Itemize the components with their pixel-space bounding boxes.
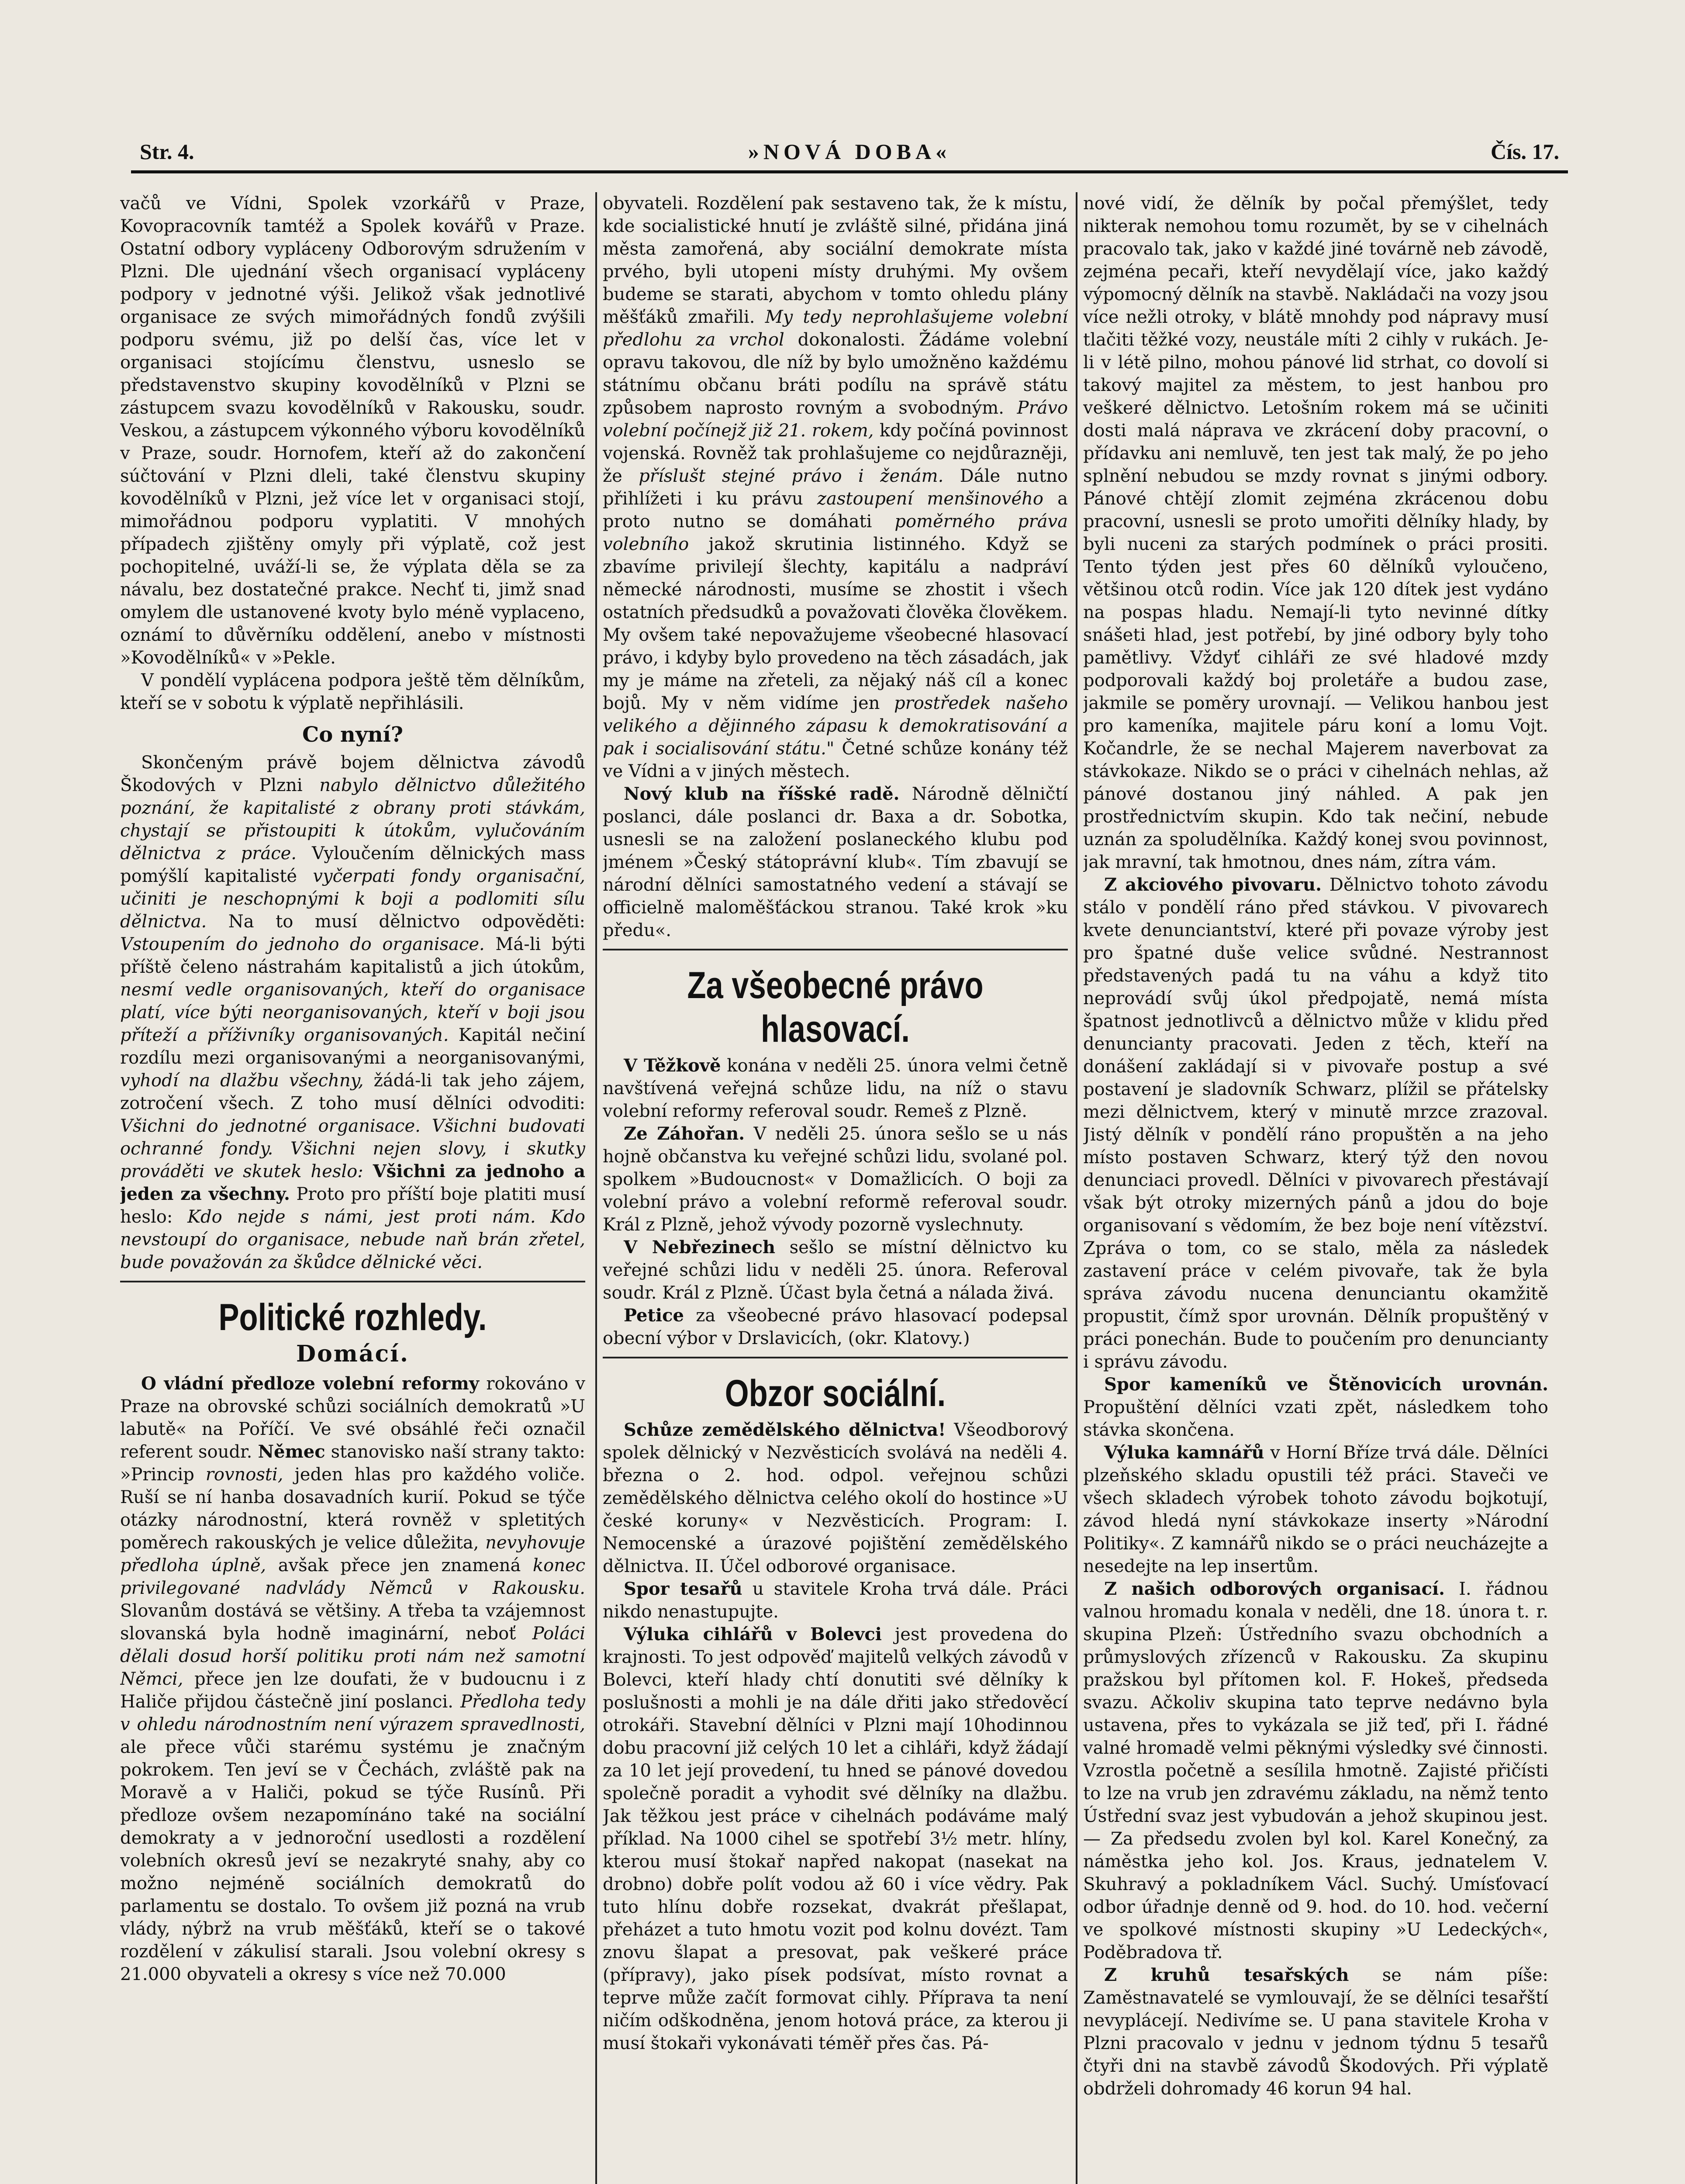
- section-subheading: Domácí.: [296, 1341, 409, 1367]
- article-paragraph: V Nebřezinech sešlo se místní dělnictvo ku veřejné schůzi lidu v neděli 25. února. Referoval soudr. Král z Plzně. Účast byla četná a nálada živá.: [603, 1237, 1068, 1303]
- section-rule: [603, 1357, 1068, 1358]
- article-paragraph: Z našich odborových organisací. I. řádnou valnou hromadu konala v neděli, dne 18. února t. r. skupina Plzeň: Ústředního svazu obchodních a průmyslových zřízenců v Rakousku. Za skupinu pražskou byl přítomen kol. F. Hokeš, předseda svazu. Ačkoliv skupina tato teprve nedávno byla ustavena, přes to vykázala se již teď, při I. řádné valné hromadě velmi pěknými výsledky své činnosti. Vzrostla početně a sesílila hmotně. Zajisté přičísti to lze na vrub jen zdravému základu, na němž tento Ústřední svaz jest vybudován a jehož skupinou jest. — Za předsedu zvolen byl kol. Karel Konečný, za náměstka jeho kol. Jos. Kraus, jednatelem V. Skuhravý a pokladníkem Václ. Suchý. Umísťovací odbor úřadnje denně od 9. hod. do 10. hod. večerní ve spolkové místnosti skupiny »U Ledeckých«, Poděbradova tř.: [1083, 1579, 1548, 1963]
- article-paragraph: Nový klub na říšské radě. Národně dělničtí poslanci, dále poslanci dr. Baxa a dr. Sobotka, usnesli se na založení poslaneckého klubu pod jménem »Český státoprávní klub«. Tím zbavují se národní dělníci samostatného vedení a stávají se officielně maloměšťáckou stranou. Také krok »ku předu«.: [603, 784, 1068, 940]
- article-paragraph: Schůze zemědělského dělnictva! Všeodborový spolek dělnický v Nezvěsticích svolává na neděli 4. března o 2. hod. odpol. veřejnou schůzi zemědělského dělnictva celého okolí do hostince »U české koruny« v Nezvěsticích. Program: I. Nemocenské a úrazové pojištění zemědělského dělnictva. II. Účel odborové organisace.: [603, 1420, 1068, 1576]
- issue-number: Čís. 17.: [1491, 139, 1559, 164]
- article-paragraph: obyvateli. Rozdělení pak sestaveno tak, že k místu, kde socialistické hnutí je zvláště silné, přidána jiná města zamořená, aby sociální demokrate místa prvého, byli utopeni místy druhými. My ovšem budeme se starati, abychom v tomto ohledu plány měšťáků zmařili. My tedy neprohlašujeme volební předlohu za vrchol dokonalosti. Žádáme volební opravu takovou, dle níž by bylo umožněno každému státnímu občanu bráti podílu na správě státu způsobem naprosto rovným a svobodným. Právo volební počínejž již 21. rokem, kdy počíná povinnost vojenská. Rovněž tak prohlašujeme co nejdůrazněji, že příslušt stejné právo i ženám. Dále nutno přihlížeti i ku právu zastoupení menšinového a proto nutno se domáhati poměrného práva volebního jakož skrutinia listinného. Když se zbavíme privilejí šlechty, kapitálu a nadpráví německé národnosti, musíme se zhostit i všech ostatních předsudků a považovati člověka člověkem. My ovšem také nepovažujeme všeobecné hlasovací právo, i kdyby bylo provedeno na těch zásadách, jak my je máme na zřeteli, za nějaký náš cíl a konec bojů. My v něm vidíme jen prostředek našeho velikého a dějinného zápasu k demokratisování a pak i socialisování státu." Četné schůze konány též ve Vídni a v jiných městech.: [603, 194, 1068, 781]
- section-rule: [603, 949, 1068, 950]
- article-paragraph: Výluka kamnářů v Horní Bříze trvá dále. Dělníci plzeňského skladu opustili též práci. Staveči ve všech skladech výrobek tohoto závodu bojkotují, závod hledá nyní stávkokaze inserty »Národní Politiky«. Z kamnářů nikdo se o práci neucházejte a nesedejte na lep insertům.: [1083, 1442, 1548, 1576]
- column-1: [120, 192, 585, 2184]
- article-paragraph: Z kruhů tesařských se nám píše: Zaměstnavatelé se vymlouvají, že se dělníci tesařští nevyplácejí. Nedivíme se. U pana stavitele Kroha v Plzni pracovalo v jednu v jednom týdnu 5 tesařů čtyři dni na stavbě závodů Škodových. Při výplatě obdrželi dohromady 46 korun 94 hal.: [1083, 1965, 1548, 2099]
- article-paragraph: V Těžkově konána v neděli 25. února velmi četně navštívená veřejná schůze lidu, na níž o stavu volební reformy referoval soudr. Remeš z Plzně.: [603, 1055, 1068, 1121]
- article-paragraph: Skončeným právě bojem dělnictva závodů Škodových v Plzni nabylo dělnictvo důležitého poznání, že kapitalisté z obrany proti stávkám, chystají se přistoupiti k útokům, vylučováním dělnictva z práce. Vyloučením dělnických mass pomýšlí kapitalisté vyčerpati fondy organisační, učiniti je neschopnými k boji a podlomiti sílu dělnictva. Na to musí dělnictvo odpověděti: Vstoupením do jednoho do organisace. Má-li býti příště čeleno nástrahám kapitalistů a jich útokům, nesmí vedle organisovaných, kteří do organisace platí, více býti neorganisovaných, kteří v boji jsou příteží a příživníky organisovaných. Kapitál nečiní rozdílu mezi organisovanými a neorganisovanými, vyhodí na dlažbu všechny, žádá-li tak jeho zájem, zotročení všech. Z toho musí dělníci odvoditi: Všichni do jednotné organisace. Všichni budovati ochranné fondy. Všichni nejen slovy, i skutky prováděti ve skutek heslo: Všichni za jednoho a jeden za všechny. Proto pro příští boje platiti musí heslo: Kdo nejde s námi, jest proti nám. Kdo nevstoupí do organisace, nebude naň brán zřetel, bude považován za škůdce dělnické věci.: [120, 753, 585, 1272]
- article-paragraph: Spor kameníků ve Štěnovicích urovnán. Propuštění dělníci vzati zpět, následkem toho stávka skončena.: [1083, 1374, 1548, 1440]
- section-heading: Politické rozhledy.: [218, 1296, 487, 1338]
- article-paragraph: Z akciového pivovaru. Dělnictvo tohoto závodu stálo v pondělí ráno před stávkou. V pivovarech kvete denunciantství, které při povaze výroby jest pro špatné duše velice svůdné. Nestrannost představených padá tu na váhu a když tito neprovádí svůj úkol předpojatě, nemá místa špatnost jednotlivců a dělnictvo může v klidu před denuncianty pracovati. Jeden z těch, kteří na donášení zakládají si v pivovaře postup a své postavení je sladovník Schwarz, plížil se přátelsky mezi dělnictvem, který v minutě mrzce zrazoval. Jistý dělník v pondělí ráno propuštěn a na jeho místo postaven Schwarz, který týž den novou denunciaci provedl. Dělníci v pivovarech přestávají však být otroky mizerných pánů a jdou do boje organisovaní s vědomím, že bez boje není vítězství. Zpráva o tom, co se stalo, měla za následek zastavení práce v celém pivovaře, tak že byla správa závodu nucena denunciantu okamžitě propustit, čímž spor urovnán. Dělník propuštěný v práci ponechán. Bude to poučením pro denuncianty i správu závodu.: [1083, 874, 1548, 1372]
- column-2: [603, 192, 1068, 2184]
- article-paragraph: Petice za všeobecné právo hlasovací podepsal obecní výbor v Drslavicích, (okr. Klatovy.): [603, 1305, 1068, 1348]
- section-rule: [120, 1281, 585, 1282]
- article-paragraph: vačů ve Vídni, Spolek vzorkářů v Praze, Kovopracovník tamtéž a Spolek kovářů v Praze. Ostatní odbory vypláceny Odborovým sdružením v Plzni. Dle ujednání všech organisací vypláceny podpory v jednotné výši. Jelikož však jednotlivé organisace ze svých mimořádných fondů zvýšili podporu svému, již po delší čas, více let v organisaci stojícímu členstvu, usneslo se představenstvo skupiny kovodělníků v Plzni se zástupcem svazu kovodělníků v Rakousku, soudr. Veskou, a zástupcem výkonného výboru kovodělníků v Praze, soudr. Hornofem, kteří až do zakončení súčtování v Plzni dleli, také členstvu skupiny kovodělníků v Plzni, jež více let v organisaci stojí, mimořádnou podporu vyplatiti. V mnohých případech zjištěny omyly při výplatě, což jest pochopitelné, uváží-li se, že výplata děla se za návalu, bez dostatečné prakce. Nechť ti, jimž snad omylem dle ustanovené kvoty bylo méně vyplaceno, oznámí to důvěrníku oddělení, anebo v místnosti »Kovodělníků« v »Pekle.: [120, 194, 585, 668]
- article-paragraph: Výluka cihlářů v Bolevci jest provedena do krajnosti. To jest odpověď majitelů velkých závodů v Bolevci, kteří hlady chtí donutiti své dělníky k poslušnosti a mohli je na dále dřiti jako středověcí otrokáři. Stavební dělníci v Plzni mají 10hodinnou dobu pracovní již celých 10 let a cihláři, když žádají za 10 let její provedení, tu hned se pánové dovedou společně poradit a vyhodit své dělníky na dlažbu. Jak těžkou jest práce v cihelnách podáváme malý příklad. Na 1000 cihel se spotřebí 3½ metr. hlíny, kterou musí štokař napřed nakopat (nasekat na drobno) dobře polít vodou až 60 i více vědry. Pak tuto hlínu dobře rozsekat, dvakrát přešlapat, přeházet a tuto hmotu vozit pod kolnu dovézt. Tam znovu šlapat a presovat, pak veškeré práce (přípravy), jako písek podsívat, místo rovnat a teprve může začít formovat cihly. Příprava ta není ničím odškodněna, jenom hotová práce, za kterou ji musí štokaři vykonávati téměř přes čas. Pá-: [603, 1624, 1068, 2053]
- page-number: Str. 4.: [140, 139, 194, 164]
- section-heading: Obzor sociální.: [725, 1372, 946, 1414]
- column-divider: [595, 192, 597, 2184]
- article-subheading: Co nyní?: [302, 722, 403, 747]
- article-paragraph: Spor tesařů u stavitele Kroha trvá dále. Práci nikdo nenastupujte.: [603, 1579, 1068, 1622]
- column-divider: [1076, 192, 1077, 2184]
- column-3: [1083, 192, 1548, 2184]
- article-paragraph: Ze Záhořan. V neděli 25. února sešlo se u nás hojně občanstva ku veřejné schůzi lidu, svolané pol. spolkem »Budoucnost« v Domažlicích. O boji za volební právo a volební reformě referoval soudr. Král z Plzně, jehož vývody pozorně vyslechnuty.: [603, 1123, 1068, 1235]
- article-paragraph: V pondělí vyplácena podpora ještě těm dělníkům, kteří se v sobotu k výplatě nepřihlásili.: [120, 670, 585, 713]
- article-paragraph: O vládní předloze volební reformy rokováno v Praze na obrovské schůzi sociálních demokratů »U labutě« na Poříčí. Ve své obsáhlé řeči označil referent soudr. Němec stanovisko naší strany takto: »Princip rovnosti, jeden hlas pro každého voliče. Ruší se ní hanba dosavadních kurií. Pokud se týče otázky národnostní, která rovněž v spletitých poměrech rakouských je velice důležita, nevyhovuje předloha úplně, avšak přece jen znamená konec privilegované nadvlády Němců v Rakousku. Slovanům dostává se většiny. A třeba ta vzájemnost slovanská byla hodně imaginární, neboť Poláci dělali dosud horší politiku proti nám než samotní Němci, přece jen lze doufati, že v budoucnu i z Haliče přijdou částečně jiní poslanci. Předloha tedy v ohledu národnostním není výrazem spravedlnosti, ale přece vůči starému systému je značným pokrokem. Ten jeví se v Čechách, zvláště pak na Moravě a v Haliči, pokud se týče Rusínů. Při předloze ovšem nezapomínáno také na sociální demokraty a v jednoroční usedlosti a rozdělení volebních okresů jeví se nezakryté snahy, aby co možno nejméně sociálních demokratů do parlamentu se dostalo. To ovšem již pozná na vrub vlády, nýbrž na vrub měšťáků, kteří se o takové rozdělení v zákulisí starali. Jsou volební okresy s 21.000 obyvateli a okresy s více než 70.000: [120, 1373, 585, 1984]
- article-paragraph: nové vidí, že dělník by počal přemýšlet, tedy nikterak nemohou tomu rozumět, by se v cihelnách pracovalo tak, jako v každé jiné továrně neb závodě, zejména pecaři, kteří nevydělají více, jako každý výpomocný dělník na stavbě. Nakládači na vozy jsou více nežli otroky, v blátě mnohdy pod nápravy musí tlačiti těžké vozy, neustále míti 2 cihly v rukách. Je-li v létě pilno, mohou pánové lid strhat, co dovolí si takový majitel za městem, to jest hanbou pro veškeré dělnictvo. Letošním rokem má se učiniti dosti malá náprava ve zkrácení doby pracovní, o přídavku ani nemluvě, ten jest tak malý, že po jeho splnění nebudou se mzdy rovnat s jinými odbory. Pánové chtějí zlomit zejména zkrácenou dobu pracovní, usnesli se proto umořiti dělníky hlady, by byli nuceni za starých podmínek o práci prositi. Tento týden jest přes 60 dělníků vyloučeno, většinou otců rodin. Více jak 120 dítek jest vydáno na pospas hladu. Nemají-li tyto nevinné dítky snášeti hlad, jest potřebí, by jiné odbory byly toho pamětlivy. Vždyť cihláři ze své hladové mzdy podporovali každý boj proletáře a budou zase, jakmile se poměry urovnají. — Velikou hanbou jest pro kameníka, majitele páru koní a lomu Vojt. Kočandrle, že se nechal Majerem naverbovat za stávkokaze. Nikdo se o práci v cihelnách nehlas, až pánové dostanou jiný náhled. A pak jen prostřednictvím skupin. Kdo tak nečiní, nebude uznán za spoludělníka. Každý konej svou povinnost, jak mravní, tak hmotnou, dnes nám, zítra vám.: [1083, 194, 1548, 872]
- masthead-title: »NOVÁ DOBA«: [748, 139, 951, 164]
- header-rule: [131, 170, 1568, 173]
- page-header: [140, 139, 1559, 165]
- section-heading: Za všeobecné právo hlasovací.: [687, 964, 984, 1050]
